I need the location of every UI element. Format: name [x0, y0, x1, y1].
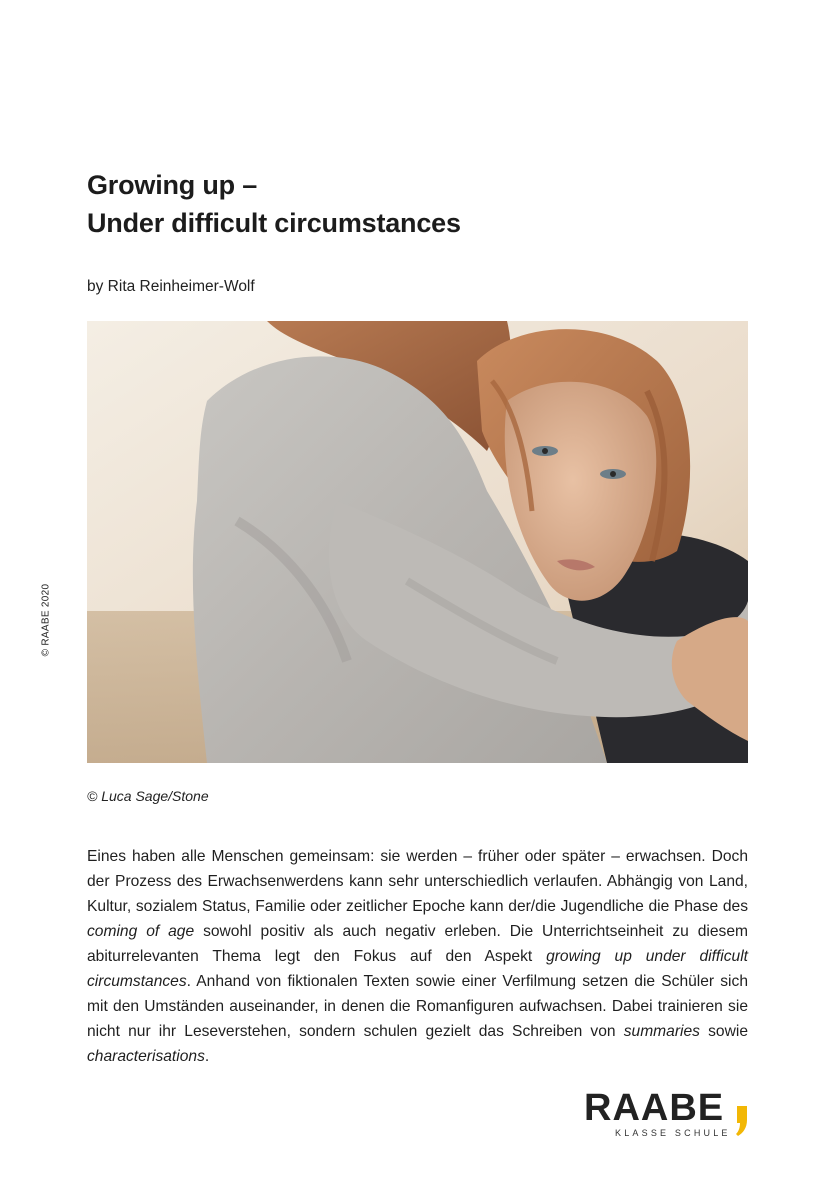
raabe-logo — [584, 1088, 754, 1140]
cover-photo — [87, 321, 748, 763]
logo-wordmark: RAABE — [584, 1087, 725, 1129]
intro-text-1: Eines haben alle Menschen gemeinsam: sie werden – früher oder später – erwachsen. Doch der Prozess des Erwachsenwerdens kann sehr unterschiedlich verlaufen. Abhängig von Land, Kultur, sozialem Status, Familie oder zeitlicher Epoche kann der/die Jugendliche die Phase des — [87, 848, 748, 915]
intro-text-4: sowie — [699, 1023, 748, 1040]
author-byline: by Rita Reinheimer-Wolf — [87, 278, 255, 295]
intro-term-coming-of-age: coming of age — [87, 923, 195, 940]
intro-term-summaries: summaries — [623, 1023, 700, 1040]
intro-text-2: sowohl positiv als auch negativ erleben. Die Unterrichtseinheit zu diesem abiturrelevanten Thema legt den Fokus auf den Aspekt — [87, 923, 748, 965]
title-line-2: Under difficult circumstances — [87, 208, 461, 238]
logo-comma-icon — [736, 1106, 747, 1136]
logo-tagline: KLASSE SCHULE — [615, 1128, 731, 1138]
title-line-1: Growing up – — [87, 170, 258, 200]
page-title — [87, 166, 747, 242]
intro-term-growing-up: growing up under difficult circumstances — [87, 948, 748, 990]
intro-paragraph — [87, 844, 748, 1069]
copyright-text: © RAABE 2020 — [40, 583, 52, 657]
intro-text-3: . Anhand von fiktionalen Texten sowie einer Verfilmung setzen die Schüler sich mit den Umständen auseinander, in denen die Romanfiguren aufwachsen. Dabei trainieren sie nicht nur ihr Leseverstehen, sondern schulen gezielt das Schreiben von — [87, 973, 748, 1040]
intro-term-characterisations: characterisations — [87, 1048, 205, 1065]
image-credit: © Luca Sage/Stone — [87, 788, 209, 804]
intro-text-5: . — [204, 1048, 210, 1065]
